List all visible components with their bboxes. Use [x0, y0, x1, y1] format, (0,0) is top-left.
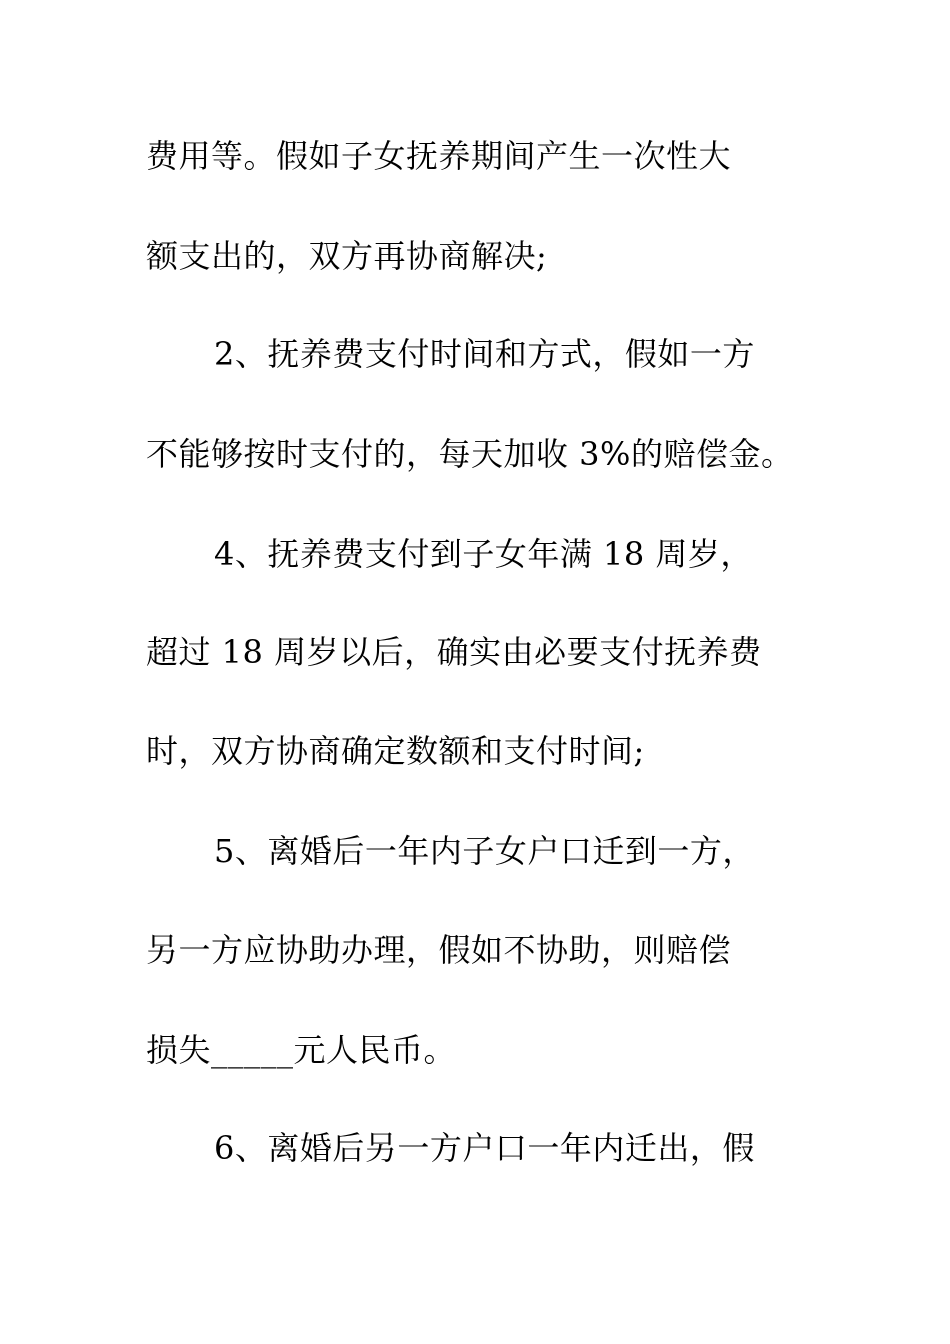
- paragraph-item-6-line-1: 6、离婚后另一方户口一年内迁出，假: [214, 1129, 755, 1167]
- paragraph-item-5-line-1: 5、离婚后一年内子女户口迁到一方，: [214, 832, 755, 870]
- paragraph-item-2-line-2: 不能够按时支付的，每天加收 3%的赔偿金。: [146, 435, 794, 473]
- paragraph-item-4-line-2: 超过 18 周岁以后，确实由必要支付抚养费: [146, 633, 762, 671]
- paragraph-item-2-line-1: 2、抚养费支付时间和方式，假如一方: [214, 335, 755, 373]
- paragraph-item-5-line-3: 损失_____元人民币。: [146, 1031, 457, 1069]
- text-line-2: 额支出的，双方再协商解决;: [146, 237, 548, 275]
- paragraph-item-4-line-1: 4、抚养费支付到子女年满 18 周岁，: [214, 535, 753, 573]
- paragraph-item-5-line-2: 另一方应协助办理，假如不协助，则赔偿: [146, 931, 732, 969]
- text-line-1: 费用等。假如子女抚养期间产生一次性大: [146, 137, 732, 175]
- paragraph-item-4-line-3: 时，双方协商确定数额和支付时间;: [146, 732, 645, 770]
